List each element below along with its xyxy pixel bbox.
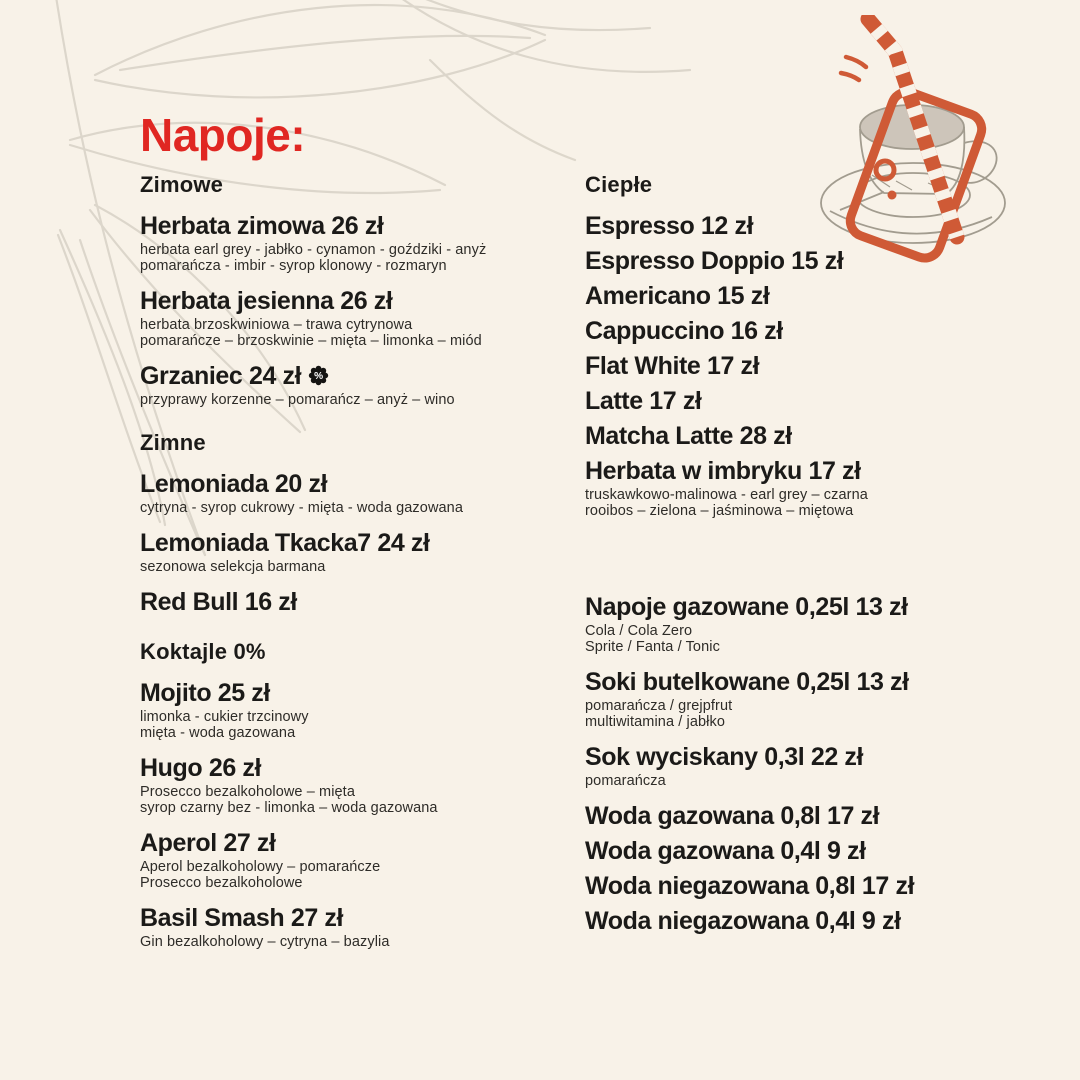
item-name: Herbata zimowa: [140, 212, 325, 240]
item-name: Herbata w imbryku: [585, 457, 802, 485]
item-description: limonka - cukier trzcinowy: [140, 709, 309, 725]
item-name-price: [585, 802, 1055, 831]
page-title: Napoje:: [140, 109, 306, 161]
item-name-price: [140, 754, 610, 783]
percent-badge-icon: [308, 365, 329, 386]
item-price: 17 zł: [808, 457, 861, 485]
item-description: pomarańcza / grejpfrut: [585, 698, 733, 714]
item-name-price: [140, 588, 610, 617]
item-name-price: [585, 422, 1055, 451]
menu-item-mojito: [140, 679, 610, 741]
item-description: Sprite / Fanta / Tonic: [585, 639, 720, 655]
item-name: Latte: [585, 387, 643, 415]
item-price: 9 zł: [827, 837, 866, 865]
menu-item-soki-butelkowane-0-25l: [585, 668, 1055, 730]
item-price: 17 zł: [706, 352, 760, 380]
item-name: Lemoniada: [140, 470, 269, 498]
item-name-price: [585, 593, 1055, 622]
item-description: herbata earl grey - jabłko - cynamon - goździki - anyż: [140, 242, 487, 258]
item-description: Gin bezalkoholowy – cytryna – bazylia: [140, 934, 390, 950]
item-name-price: [140, 362, 610, 391]
item-name-price: [585, 352, 1055, 381]
menu-item-cappuccino: [585, 317, 1055, 346]
section-heading-zimowe: Zimowe: [140, 172, 224, 197]
item-description: Aperol bezalkoholowy – pomarańcze: [140, 859, 381, 875]
item-description: pomarańcze – brzoskwinie – mięta – limonka – miód: [140, 333, 482, 349]
menu-item-herbata-zimowa: [140, 212, 610, 274]
item-name-price: [585, 212, 1055, 241]
item-name-price: [140, 829, 610, 858]
menu-section-zimne: [140, 430, 610, 617]
item-name-price: [140, 679, 610, 708]
menu-item-lemoniada: [140, 470, 610, 516]
item-name-price: [140, 904, 610, 933]
menu-item-basil-smash: [140, 904, 610, 950]
item-name-price: [140, 470, 610, 499]
item-price: 27 zł: [290, 904, 344, 932]
item-price: 17 zł: [649, 387, 702, 415]
item-price: 27 zł: [223, 829, 276, 857]
item-name-price: [585, 457, 1055, 486]
menu-item-sok-wyciskany-0-3l: [585, 743, 1055, 789]
item-name: Basil Smash: [140, 904, 285, 932]
item-price: 26 zł: [340, 287, 393, 315]
item-name: Woda niegazowana 0,8l: [585, 872, 856, 900]
item-description: Prosecco bezalkoholowe: [140, 875, 303, 891]
item-description: truskawkowo-malinowa - earl grey – czarna: [585, 487, 868, 503]
item-name: Lemoniada Tkacka7: [140, 529, 371, 557]
item-name-price: [585, 282, 1055, 311]
menu-section-right-1: [585, 593, 1055, 936]
menu-item-woda-gazowana-0-8l: [585, 802, 1055, 831]
menu-item-lemoniada-tkacka7: [140, 529, 610, 575]
item-name: Hugo: [140, 754, 203, 782]
menu-item-woda-niegazowana-0-8l: [585, 872, 1055, 901]
item-description: rooibos – zielona – jaśminowa – miętowa: [585, 503, 854, 519]
item-description: mięta - woda gazowana: [140, 725, 296, 741]
menu-item-woda-gazowana-0-4l: [585, 837, 1055, 866]
item-name-price: [140, 529, 610, 558]
item-description: Prosecco bezalkoholowe – mięta: [140, 784, 355, 800]
item-description: sezonowa selekcja barmana: [140, 559, 326, 575]
item-price: 26 zł: [208, 754, 262, 782]
item-name: Americano: [585, 282, 711, 310]
menu-item-herbata-jesienna: [140, 287, 610, 349]
menu-item-napoje-gazowane-0-25l: [585, 593, 1055, 655]
item-name: Matcha Latte: [585, 422, 734, 450]
item-price: 16 zł: [730, 317, 783, 345]
item-name-price: [585, 317, 1055, 346]
item-name: Aperol: [140, 829, 217, 857]
menu-item-espresso: [585, 212, 1055, 241]
section-heading-ciepłe: Ciepłe: [585, 172, 653, 197]
item-name-price: [140, 287, 610, 316]
menu-section-koktajle-0%: [140, 639, 610, 950]
item-price: 15 zł: [717, 282, 770, 310]
section-heading-koktajle-0%: Koktajle 0%: [140, 639, 266, 664]
item-name: Grzaniec: [140, 362, 243, 390]
item-name-price: [585, 743, 1055, 772]
item-description: herbata brzoskwiniowa – trawa cytrynowa: [140, 317, 413, 333]
menu-item-red-bull: [140, 588, 610, 617]
item-price: 17 zł: [861, 872, 915, 900]
menu-item-woda-niegazowana-0-4l: [585, 907, 1055, 936]
menu-item-hugo: [140, 754, 610, 816]
menu-column-right: [585, 172, 1055, 942]
item-name: Napoje gazowane 0,25l: [585, 593, 849, 621]
item-description: syrop czarny bez - limonka – woda gazowana: [140, 800, 438, 816]
menu-item-espresso-doppio: [585, 247, 1055, 276]
item-description: pomarańcza - imbir - syrop klonowy - rozmaryn: [140, 258, 447, 274]
item-price: 20 zł: [274, 470, 328, 498]
menu-section-zimowe: [140, 172, 610, 408]
item-price: 28 zł: [739, 422, 792, 450]
item-price: 24 zł: [377, 529, 430, 557]
item-name-price: [585, 668, 1055, 697]
item-name: Woda gazowana 0,8l: [585, 802, 821, 830]
item-description: przyprawy korzenne – pomarańcz – anyż – wino: [140, 392, 455, 408]
item-name: Espresso: [585, 212, 695, 240]
item-name-price: [585, 247, 1055, 276]
item-name: Espresso Doppio: [585, 247, 785, 275]
item-price: 9 zł: [861, 907, 901, 935]
item-description: Cola / Cola Zero: [585, 623, 693, 639]
item-price: 17 zł: [827, 802, 880, 830]
item-name-price: [140, 212, 610, 241]
menu-section-ciepłe: [585, 172, 1055, 519]
item-price: 16 zł: [244, 588, 297, 616]
item-price: 24 zł: [248, 362, 302, 390]
item-name: Woda gazowana 0,4l: [585, 837, 821, 865]
item-name-price: [585, 907, 1055, 936]
menu-item-aperol: [140, 829, 610, 891]
item-name: Flat White: [585, 352, 701, 380]
item-price: 13 zł: [855, 593, 908, 621]
item-name-price: [585, 872, 1055, 901]
menu-item-americano: [585, 282, 1055, 311]
item-price: 15 zł: [791, 247, 844, 275]
menu-item-latte: [585, 387, 1055, 416]
item-price: 25 zł: [217, 679, 270, 707]
menu-column-left: [140, 110, 610, 963]
menu-item-flat-white: [585, 352, 1055, 381]
item-name-price: [585, 837, 1055, 866]
percent-badge-symbol: %: [314, 371, 323, 383]
section-heading-zimne: Zimne: [140, 430, 206, 455]
menu-item-herbata-w-imbryku: [585, 457, 1055, 519]
item-name: Herbata jesienna: [140, 287, 334, 315]
item-name-price: [585, 387, 1055, 416]
item-price: 26 zł: [331, 212, 384, 240]
item-name: Woda niegazowana 0,4l: [585, 907, 856, 935]
item-name: Soki butelkowane 0,25l: [585, 668, 850, 696]
menu-item-grzaniec: [140, 362, 610, 408]
menu-item-matcha-latte: [585, 422, 1055, 451]
item-description: multiwitamina / jabłko: [585, 714, 725, 730]
item-name: Mojito: [140, 679, 212, 707]
item-price: 13 zł: [856, 668, 909, 696]
item-description: pomarańcza: [585, 773, 666, 789]
item-name: Cappuccino: [585, 317, 725, 345]
item-description: cytryna - syrop cukrowy - mięta - woda gazowana: [140, 500, 464, 516]
item-price: 12 zł: [700, 212, 754, 240]
item-name: Sok wyciskany 0,3l: [585, 743, 805, 771]
item-name: Red Bull: [140, 588, 239, 616]
item-price: 22 zł: [810, 743, 864, 771]
